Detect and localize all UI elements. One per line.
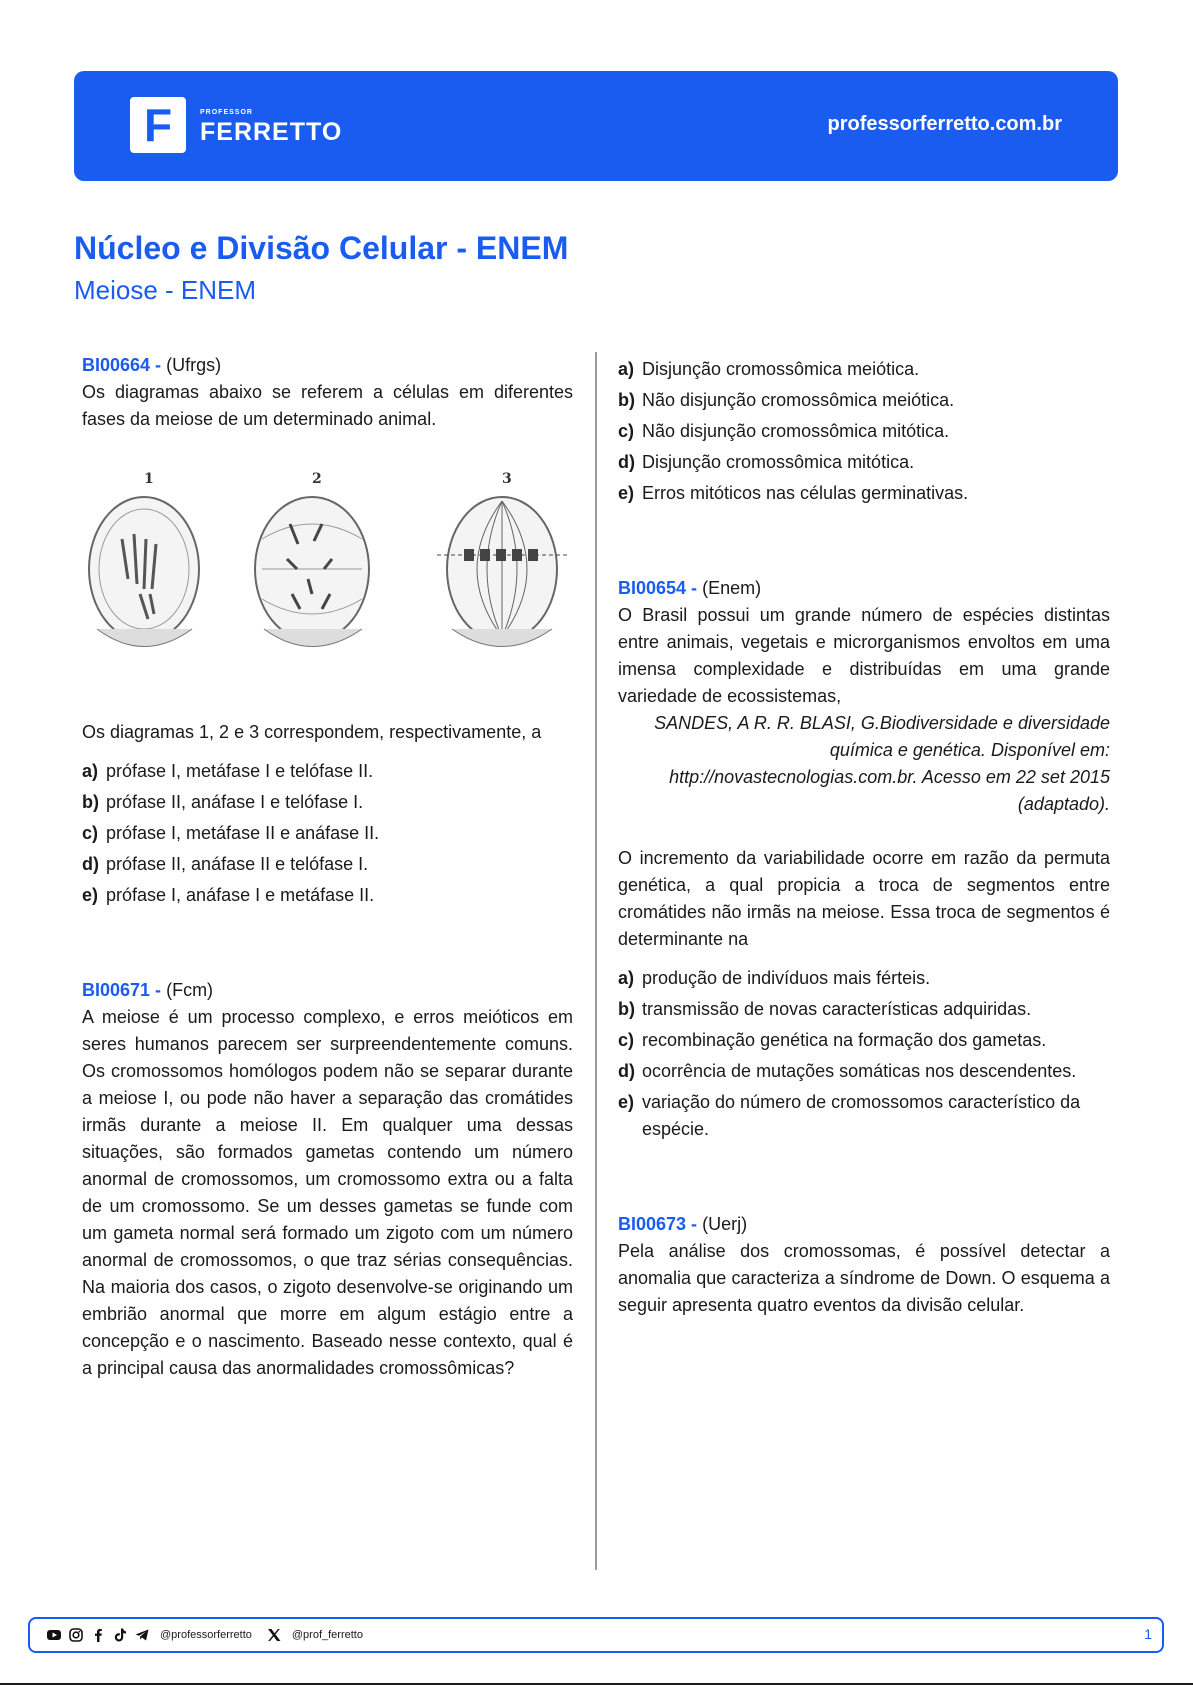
option-c[interactable] (618, 1027, 1110, 1054)
question-source: (Enem) (702, 578, 762, 598)
option-letter: d) (618, 452, 635, 472)
question-id: BI00664 - (82, 355, 162, 375)
option-letter: a) (618, 359, 635, 379)
question-header (82, 352, 573, 379)
option-text: ocorrência de mutações somáticas nos descendentes. (642, 1061, 1077, 1081)
page-title: Núcleo e Divisão Celular - ENEM (74, 230, 569, 266)
logo-small-text: PROFESSOR (200, 109, 253, 116)
option-letter: e) (82, 885, 99, 905)
option-text: prófase II, anáfase I e telófase I. (106, 792, 364, 812)
citation-link[interactable]: http://novastecnologias.com.br. Acesso em 22 set 2015 (669, 767, 1110, 787)
question-source: (Ufrgs) (166, 355, 222, 375)
option-d[interactable] (618, 1058, 1110, 1085)
option-letter: a) (82, 761, 99, 781)
answer-options (82, 758, 573, 909)
meiosis-diagram (82, 469, 573, 669)
option-text: transmissão de novas características adquiridas. (642, 999, 1032, 1019)
option-b[interactable] (618, 387, 1110, 414)
question-id: BI00671 - (82, 980, 162, 1000)
site-link[interactable]: professorferretto.com.br (827, 113, 1062, 135)
option-c[interactable] (82, 820, 573, 847)
option-letter: d) (82, 854, 99, 874)
option-letter: b) (618, 390, 635, 410)
citation-line: química e genética. Disponível em: (829, 740, 1110, 760)
option-text: Disjunção cromossômica mitótica. (642, 452, 915, 472)
youtube-icon[interactable] (46, 1627, 62, 1643)
answer-options (618, 965, 1110, 1143)
option-text: variação do número de cromossomos característico da espécie. (642, 1092, 1081, 1139)
question-text: Os diagramas abaixo se referem a células em diferentes fases da meiose de um determinado animal. (82, 382, 573, 429)
answer-options (618, 356, 1110, 507)
question-source: (Uerj) (702, 1214, 748, 1234)
x-icon[interactable] (266, 1627, 282, 1643)
page-subtitle: Meiose - ENEM (74, 275, 257, 305)
citation-line: SANDES, A R. R. BLASI, G.Biodiversidade e diversidade (654, 713, 1110, 733)
facebook-icon[interactable] (90, 1627, 106, 1643)
page-number: 1 (1144, 1626, 1152, 1642)
logo-brand-text: FERRETTO (200, 118, 343, 146)
question-id: BI00654 - (618, 578, 698, 598)
option-d[interactable] (618, 449, 1110, 476)
header-banner (74, 71, 1118, 181)
logo-letter: F (143, 99, 173, 151)
option-letter: d) (618, 1061, 635, 1081)
option-text: produção de indivíduos mais férteis. (642, 968, 931, 988)
social-handle[interactable]: @professorferretto (160, 1629, 252, 1641)
question-header (618, 575, 1110, 602)
option-letter: c) (618, 421, 635, 441)
social-links (46, 1627, 371, 1643)
question-header (618, 1211, 1110, 1238)
social-handle-x[interactable]: @prof_ferretto (291, 1629, 363, 1641)
footer-bar (28, 1617, 1164, 1653)
instagram-icon[interactable] (68, 1627, 84, 1643)
option-c[interactable] (618, 418, 1110, 445)
option-letter: e) (618, 1092, 635, 1112)
option-text: Não disjunção cromossômica meiótica. (642, 390, 955, 410)
option-e[interactable] (618, 480, 1110, 507)
option-text: prófase I, anáfase I e metáfase II. (106, 885, 375, 905)
option-text: Erros mitóticos nas células germinativas. (642, 483, 969, 503)
option-e[interactable] (82, 882, 573, 909)
option-a[interactable] (618, 356, 1110, 383)
meiosis-cells-svg (82, 469, 573, 669)
option-letter: b) (82, 792, 99, 812)
diagram-label-3: 3 (502, 471, 512, 487)
question-text: A meiose é um processo complexo, e erros meióticos em seres humanos parecem ser surpreendentemente comuns. Os cromossomos homólogos podem não se separar durante a meiose I, ou pode não haver a separação das cromátides irmãs durante a meiose II. Em qualquer uma dessas situações, são formados gametas contendo um número anormal de cromossomos, um cromossomo extra ou a falta de um cromossomo. Se um desses gametas se funde com um gameta normal será formado um zigoto com um número anormal de cromossomos, o que traz sérias consequências. Na maioria dos casos, o zigoto desenvolve-se originando um embrião anormal que morre em algum estágio entre a concepção e o nascimento. Baseado nesse contexto, qual é a principal causa das anormalidades cromossômicas? (82, 1007, 573, 1378)
right-column (618, 356, 1110, 1319)
option-text: prófase II, anáfase II e telófase I. (106, 854, 369, 874)
option-letter: c) (618, 1030, 635, 1050)
option-letter: c) (82, 823, 99, 843)
option-d[interactable] (82, 851, 573, 878)
option-text: recombinação genética na formação dos gametas. (642, 1030, 1047, 1050)
option-letter: b) (618, 999, 635, 1019)
option-a[interactable] (82, 758, 573, 785)
telegram-icon[interactable] (134, 1627, 150, 1643)
question-prompt: Os diagramas 1, 2 e 3 correspondem, respectivamente, a (82, 722, 542, 742)
tiktok-icon[interactable] (112, 1627, 128, 1643)
option-a[interactable] (618, 965, 1110, 992)
question-id: BI00673 - (618, 1214, 698, 1234)
question-text: O Brasil possui um grande número de espécies distintas entre animais, vegetais e microrganismos envoltos em uma imensa complexidade e distribuídas em uma grande variedade de ecossistemas, (618, 605, 1110, 706)
column-divider (595, 352, 597, 1570)
option-letter: e) (618, 483, 635, 503)
option-b[interactable] (618, 996, 1110, 1023)
option-letter: a) (618, 968, 635, 988)
citation-line: (adaptado). (1017, 794, 1110, 814)
logo-icon (130, 97, 186, 153)
left-column (82, 352, 573, 1382)
question-source: (Fcm) (166, 980, 214, 1000)
option-e[interactable] (618, 1089, 1110, 1143)
option-text: prófase I, metáfase I e telófase II. (106, 761, 374, 781)
option-text: Disjunção cromossômica meiótica. (642, 359, 920, 379)
question-header (82, 977, 573, 1004)
question-prompt: O incremento da variabilidade ocorre em razão da permuta genética, a qual propicia a troca de segmentos entre cromátides não irmãs na meiose. Essa troca de segmentos é determinante na (618, 848, 1110, 949)
question-text: Pela análise dos cromossomas, é possível detectar a anomalia que caracteriza a síndrome de Down. O esquema a seguir apresenta quatro eventos da divisão celular. (618, 1241, 1110, 1315)
option-text: prófase I, metáfase II e anáfase II. (106, 823, 380, 843)
option-text: Não disjunção cromossômica mitótica. (642, 421, 950, 441)
diagram-label-1: 1 (144, 471, 154, 487)
option-b[interactable] (82, 789, 573, 816)
diagram-label-2: 2 (312, 471, 322, 487)
